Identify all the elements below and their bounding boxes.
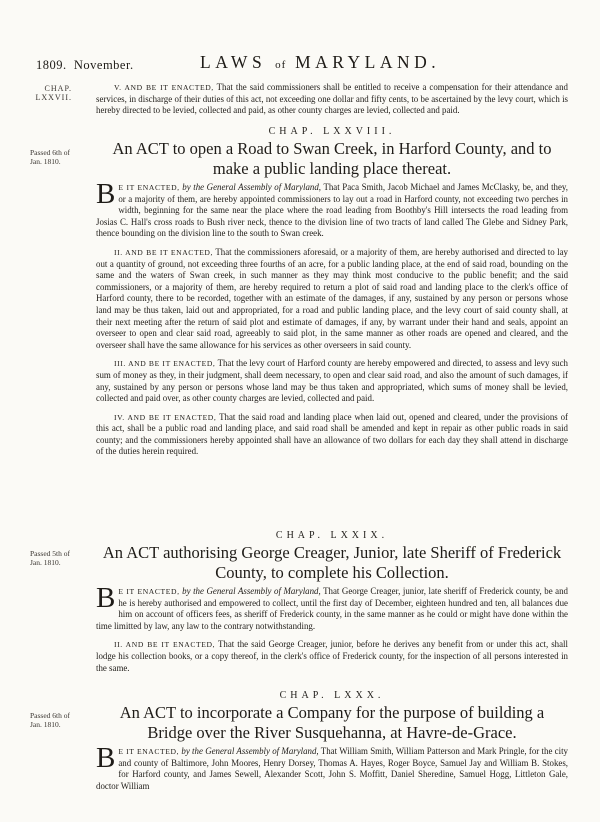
drop-cap: B — [96, 582, 116, 614]
act-title: An ACT to incorporate a Company for the purpose of building a Bridge over the River Susquehanna, at Havre-de-Grace. — [119, 703, 545, 742]
section-3-paragraph: III. AND BE IT ENACTED, That the levy court of Harford county are hereby empowered and directed, to assess and levy such sum of money as they, in their judgment, shall deem necessary, to open and clear said road, and also the amount of such damages, if any, sustained by any person or persons whose land may be thus taken and appropriated, which sums of money shall be levied, collected and paid over, as other county charges are levied, collected and paid. — [96, 358, 568, 404]
chap-lxxvii-section — [96, 82, 568, 117]
section-5-paragraph: V. AND BE IT ENACTED, That the said commissioners shall be entitled to receive a compensation for their attendance and services, in discharge of their duties of this act, not exceeding one dollar and fifty cents, to be ascertained by the levy court, which is hereby directed to be levied, collected and paid, as other county charges are levied, collected and paid. — [96, 82, 568, 116]
chap-lxxx-section — [96, 690, 568, 792]
header-date: 1809. November. — [36, 58, 134, 72]
enacting-paragraph: BE IT ENACTED, by the General Assembly of Maryland, That William Smith, William Patterson and Mark Pringle, for the city and county of Baltimore, John Moores, Henry Dorsey, Thomas A. Hayes, Roger Boyce, Samuel Jay and William B. Stokes, for Harford county, and James Sewell, Alexander Scott, John S. Moffitt, Daniel Sheredine, Samuel Hogg, Littleton Gale, doctor William — [96, 742, 568, 791]
margin-chapter-ref: CHAP. LXXVII. — [35, 84, 72, 102]
section-4-paragraph: IV. AND BE IT ENACTED, That the said road and landing place when laid out, opened and cleared, under the provisions of this act, shall be a public road and landing place, and said road shall be amended and kept in repair as other public roads in said county; and the commissioners hereby appointed shall have an allowance of two dollars for each day they shall attend in discharge of the duties herein required. — [96, 411, 568, 457]
section-2-paragraph: II. AND BE IT ENACTED, That the said George Creager, junior, before he derives any benefit from or under this act, shall lodge his collection books, or a copy thereof, in the clerk's office of Frederick county, for the inspection of all persons interested in the same. — [96, 639, 568, 673]
act-title: An ACT to open a Road to Swan Creek, in Harford County, and to make a public landing place thereat. — [112, 139, 552, 178]
enacting-paragraph: BE IT ENACTED, by the General Assembly of Maryland, That Paca Smith, Jacob Michael and James McClasky, be, and they, or a majority of them, are hereby appointed commissioners to lay out a road in Harford county, not exceeding two perches in width, beginning for the same near the place where the road leading from Boothby's Hill intersects the road leading from Josias C. Hall's cross roads to Bush river neck, thence to the division line of two tracts of land called The Glebe and Sidney Park, thence bounding on the division line to the south to Swan creek. — [96, 178, 568, 239]
margin-passed-date: Passed 5th of Jan. 1810. — [30, 549, 70, 567]
margin-passed-date: Passed 6th of Jan. 1810. — [30, 148, 70, 166]
chap-lxxviii-section — [96, 126, 568, 458]
enacting-paragraph: BE IT ENACTED, by the General Assembly of Maryland, That George Creager, junior, late sheriff of Frederick county, be and he is hereby authorised and empowered to collect, until the first day of December, eighteen hundred and ten, all balances due him on account of officers fees, as sheriff of Frederick county, in the same manner as he could or might have done within the time limitted by law, any law to the contrary notwithstanding. — [96, 582, 568, 631]
act-title: An ACT authorising George Creager, Junior, late Sheriff of Frederick County, to complete his Collection. — [102, 543, 562, 582]
margin-passed-date: Passed 6th of Jan. 1810. — [30, 711, 70, 729]
header-title: LAWS of MARYLAND. — [200, 52, 441, 72]
chapter-heading: CHAP. LXXIX. — [275, 530, 389, 541]
section-2-paragraph: II. AND BE IT ENACTED, That the commissioners aforesaid, or a majority of them, are hereby authorised and directed to lay out a quantity of ground, not exceeding three fourths of an acre, for a public landing place, at the end of said road, bounding on the same and the waters of Swan creek, in such manner as they may think most conducive to the public benefit; and the said commissioners, or a majority of them, are hereby required to return a plot of said road and landing place to the clerk's office of Harford county, there to be recorded, together with an estimate of the damages, if any, sustained by any person or persons whose land may be thus taken, laid out and appropriated, for a road and public landing place, and the levy court of said county shall, at their next meeting after the return of said plot and estimate of damages, if any, by warrant under their hand and seals, appoint an overseer to open and clear said road, agreeably to said plot, in the same manner as other roads are opened and cleared, and the overseer shall have the same allowance for his services as other overseers in said county. — [96, 246, 568, 350]
chapter-heading: CHAP. LXXVIII. — [268, 126, 396, 137]
chap-lxxix-section — [96, 530, 568, 674]
drop-cap: B — [96, 178, 116, 210]
drop-cap: B — [96, 742, 116, 774]
chapter-heading: CHAP. LXXX. — [279, 690, 385, 701]
